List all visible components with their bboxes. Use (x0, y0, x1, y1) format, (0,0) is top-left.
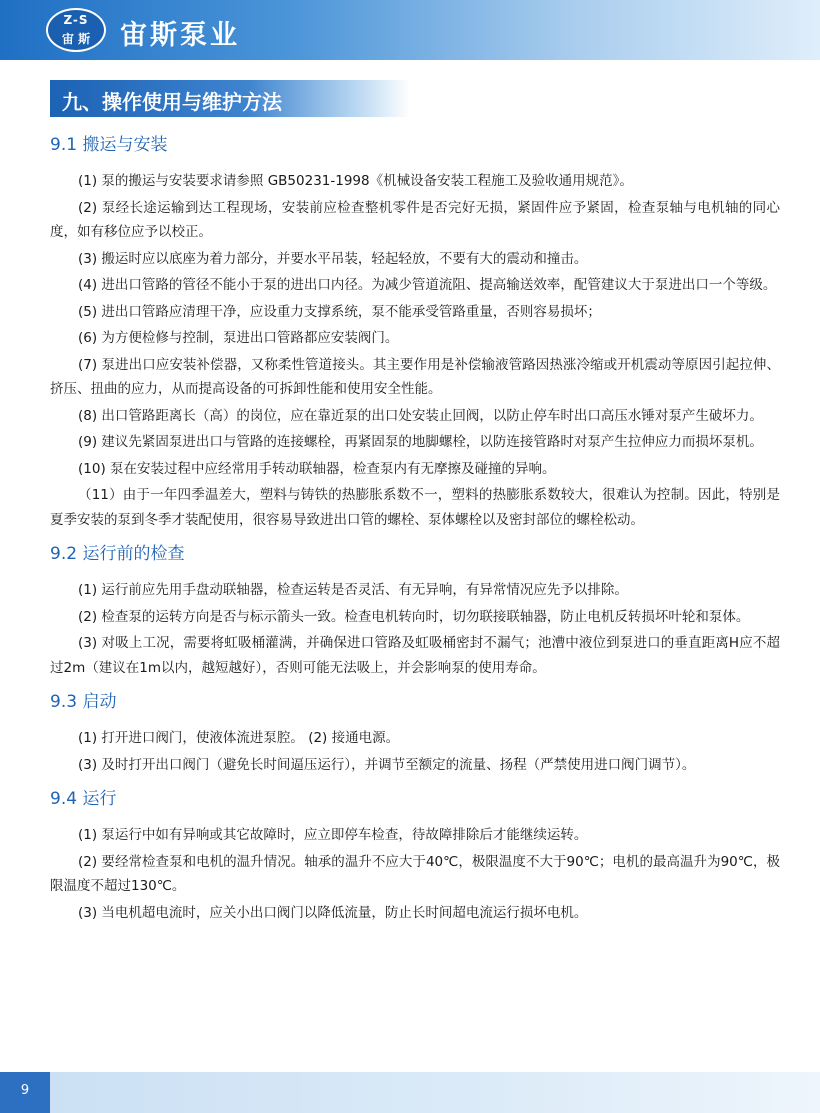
paragraph: (3) 当电机超电流时，应关小出口阀门以降低流量，防止长时间超电流运行损坏电机。 (78, 904, 588, 921)
logo-name: 宙 斯 (61, 32, 91, 46)
paragraph: (1) 运行前应先用手盘动联轴器，检查运转是否灵活、有无异响，有异常情况应先予以排除。 (78, 582, 628, 598)
brand-name: 宙斯泵业 (120, 20, 240, 51)
page-header (0, 0, 820, 60)
subsection-9-2 (50, 542, 780, 680)
subsection-title: 9.4 运行 (50, 789, 117, 809)
paragraph: (1) 泵运行中如有异响或其它故障时，应立即停车检查，待故障排除后才能继续运转。 (78, 827, 588, 843)
paragraph: (5) 进出口管路应清理干净，应设重力支撑系统，泵不能承受管路重量，否则容易损坏； (78, 303, 601, 320)
paragraph: (1) 泵的搬运与安装要求请参照 GB50231-1998《机械设备安装工程施工及验收通用规范》。 (78, 173, 633, 189)
paragraph: (2) 泵经长途运输到达工程现场，安装前应检查整机零件是否完好无损，紧固件应予紧固，检查泵轴与电机轴的同心度，如有移位应予以校正。 (50, 199, 780, 240)
section-title: 九、操作使用与维护方法 (62, 90, 282, 114)
subsection-title: 9.2 运行前的检查 (50, 544, 185, 564)
subsection-9-3 (50, 690, 780, 777)
subsection-9-1 (50, 133, 780, 532)
subsection-title: 9.3 启动 (50, 692, 117, 712)
logo-mark: Z-S (63, 13, 89, 27)
paragraph: (2) 检查泵的运转方向是否与标示箭头一致。检查电机转向时，切勿联接联轴器，防止电机反转损坏叶轮和泵体。 (78, 608, 750, 625)
paragraph: (7) 泵进出口应安装补偿器，又称柔性管道接头。其主要作用是补偿输液管路因热涨冷缩或开机震动等原因引起拉伸、挤压、扭曲的应力，从而提高设备的可拆卸性能和使用安全性能。 (50, 356, 780, 397)
paragraph: (10) 泵在安装过程中应经常用手转动联轴器，检查泵内有无摩擦及碰撞的异响。 (78, 460, 556, 477)
paragraph: (4) 进出口管路的管径不能小于泵的进出口内径。为减少管道流阻、提高输送效率，配管建议大于泵进出口一个等级。 (78, 277, 777, 293)
page-number: 9 (20, 1083, 30, 1098)
paragraph: (2) 要经常检查泵和电机的温升情况。轴承的温升不应大于40℃，极限温度不大于90℃；电机的最高温升为90℃，极限温度不超过130℃。 (50, 853, 780, 894)
subsection-title: 9.1 搬运与安装 (50, 135, 168, 155)
company-logo (46, 8, 106, 52)
paragraph: (8) 出口管路距离长（高）的岗位，应在靠近泵的出口处安装止回阀，以防止停车时出口高压水锤对泵产生破坏力。 (78, 407, 763, 424)
subsection-9-4 (50, 787, 780, 925)
paragraph: (3) 搬运时应以底座为着力部分，并要水平吊装，轻起轻放，不要有大的震动和撞击。 (78, 250, 588, 267)
paragraph: (3) 及时打开出口阀门（避免长时间逼压运行），并调节至额定的流量、扬程（严禁使用进口阀门调节）。 (78, 756, 696, 773)
document-content (50, 128, 780, 927)
paragraph: (3) 对吸上工况，需要将虹吸桶灌满，并确保进口管路及虹吸桶密封不漏气；池漕中液位到泵进口的垂直距离H应不超过2m（建议在1m以内，越短越好），否则可能无法吸上，并会影响泵的使用寿命。 (50, 635, 780, 676)
paragraph: (1) 打开进口阀门，使液体流进泵腔。 (2) 接通电源。 (78, 730, 400, 746)
paragraph: (9) 建议先紧固泵进出口与管路的连接螺栓，再紧固泵的地脚螺栓，以防连接管路时对泵产生拉伸应力而损坏泵机。 (78, 434, 763, 450)
page-number-box (0, 1072, 50, 1113)
section-title-bar (50, 80, 410, 117)
paragraph: （11）由于一年四季温差大，塑料与铸铁的热膨胀系数不一，塑料的热膨胀系数较大，很难认为控制。因此，特别是夏季安装的泵到冬季才装配使用，很容易导致进出口管的螺栓、泵体螺栓以及密封部位的螺栓松动。 (50, 487, 780, 528)
page-footer (0, 1072, 820, 1113)
paragraph: (6) 为方便检修与控制，泵进出口管路都应安装阀门。 (78, 330, 399, 346)
